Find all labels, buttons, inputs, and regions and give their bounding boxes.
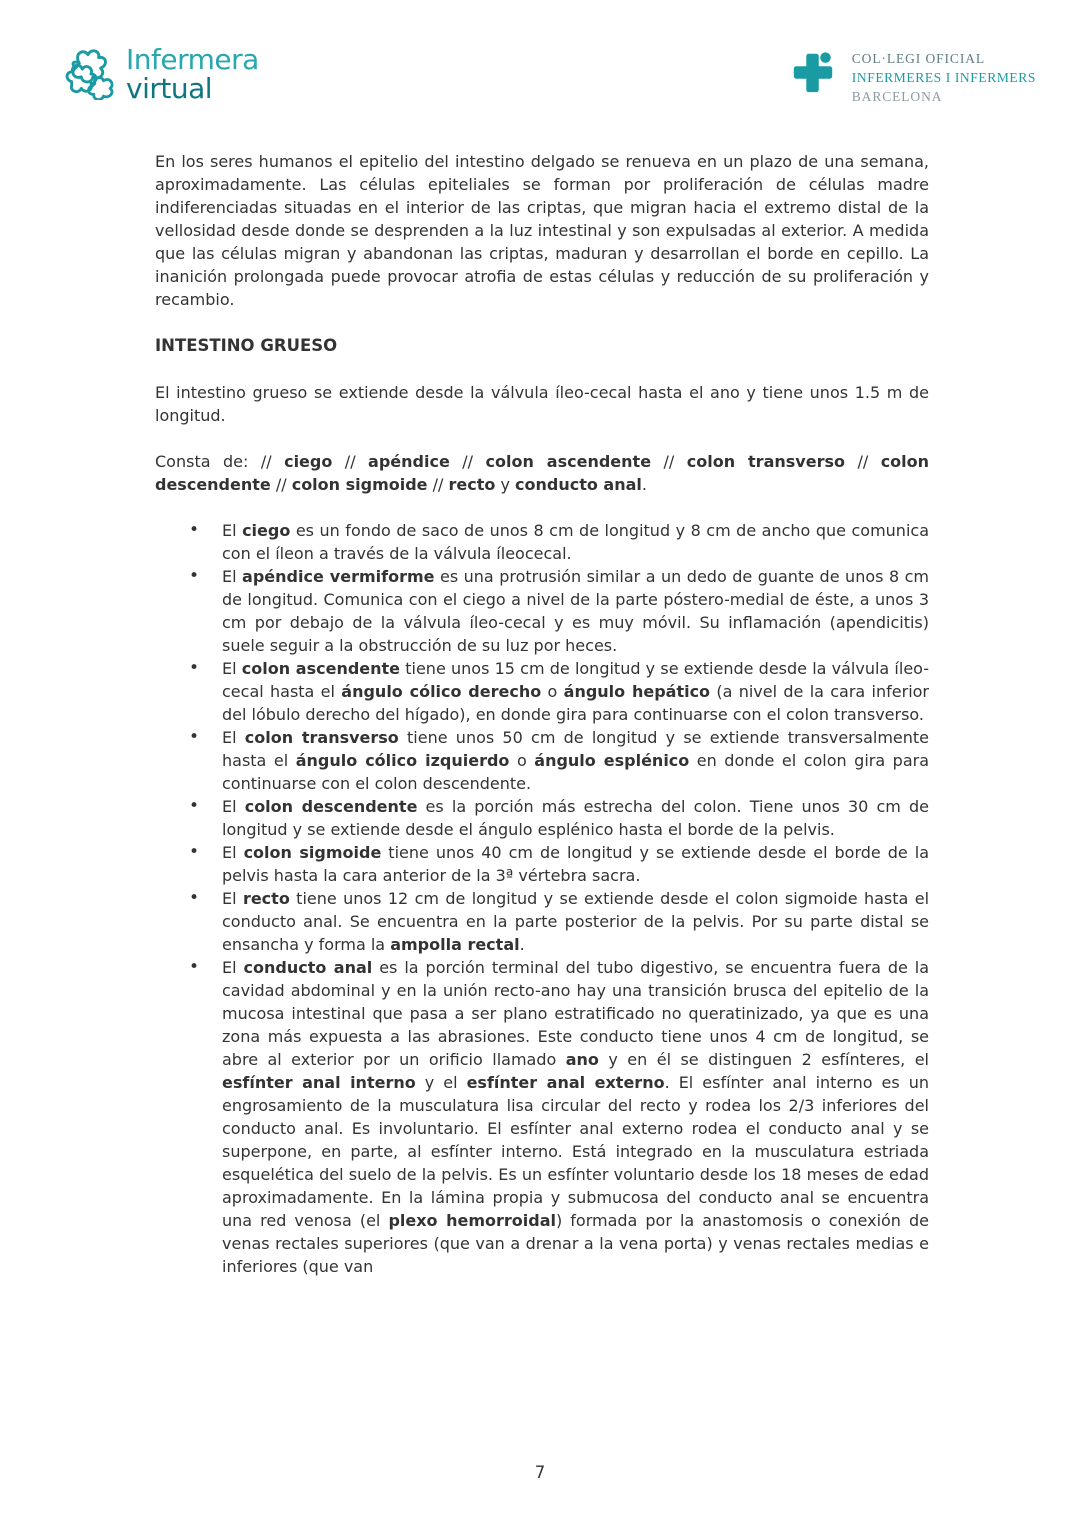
list-item — [155, 519, 929, 565]
list-item — [155, 565, 929, 657]
text-run: Consta de: // — [155, 452, 285, 471]
list-item — [155, 657, 929, 726]
collegi-line1: COL·LEGI OFICIAL — [851, 51, 986, 66]
bold-term: colon ascendente — [241, 659, 401, 678]
text-run: // — [844, 452, 881, 471]
text-run: tiene unos 40 cm de longitud y se extiende desde el borde de la pelvis hasta la cara anterior de la 3ª vértebra sacra. — [222, 843, 930, 885]
bold-term: ampolla rectal — [390, 935, 520, 954]
text-run: El — [222, 567, 243, 586]
bold-term: plexo hemorroidal — [388, 1211, 556, 1230]
text-run: y el — [415, 1073, 467, 1092]
text-run: El — [222, 521, 243, 540]
list-item — [155, 887, 929, 956]
text-run: El — [222, 728, 245, 747]
text-run: es una protrusión similar a un dedo de guante de unos 8 cm de longitud. Comunica con el ciego a nivel de la parte póstero-medial de éste, a unos 3 cm por debajo de la válvula íleo-cecal y es muy móvil. Su inflamación (apendicitis) suele seguir a la obstrucción de su luz por heces. — [222, 567, 929, 655]
text-run: . — [641, 475, 647, 494]
bold-term: ángulo cólico izquierdo — [295, 751, 510, 770]
bold-term: ángulo esplénico — [534, 751, 690, 770]
bold-term: esfínter anal externo — [466, 1073, 665, 1092]
bold-term: colon transverso — [244, 728, 399, 747]
text-run: es un fondo de saco de unos 8 cm de longitud y 8 cm de ancho que comunica con el íleon a través de la válvula íleocecal. — [222, 521, 929, 563]
text-run: en donde el colon gira para continuarse con el colon descendente. — [222, 751, 930, 793]
bold-term: ciego — [284, 452, 333, 471]
text-run: tiene unos 12 cm de longitud y se extiende desde el colon sigmoide hasta el conducto anal. Se encuentra en la parte posterior de la pelvis. Por su parte distal se ensancha y forma la — [222, 889, 930, 954]
text-run: // — [332, 452, 369, 471]
bold-term: colon sigmoide — [243, 843, 382, 862]
text-run: El — [222, 889, 243, 908]
brand-name-top: Infermera — [126, 43, 259, 77]
text-run: tiene unos 50 cm de longitud y se extiende transversalmente hasta el — [222, 728, 930, 770]
text-run: El — [222, 797, 245, 816]
list-item — [155, 841, 929, 887]
collegi-line3: BARCELONA — [851, 89, 943, 104]
text-run: El — [222, 843, 244, 862]
text-run: En los seres humanos el epitelio del intestino delgado se renueva en un plazo de una semana, aproximadamente. Las células epiteliales se forman por proliferación de células madre indiferenciadas situadas en el interior de las criptas, que migran hacia el extremo distal de la vellosidad desde donde se desprenden a la luz intestinal y son expulsadas al exterior. A medida que las células migran y abandonan las criptas, maduran y desarrollan el borde en cepillo. La inanición prolongada puede provocar atrofia de estas células y reducción de su proliferación y recambio. — [155, 152, 929, 309]
text-run: (a nivel de la cara inferior del lóbulo derecho del hígado), en donde gira para continuarse con el colon transverso. — [222, 682, 929, 724]
list-item — [155, 795, 929, 841]
page-number: 7 — [534, 1463, 546, 1482]
bold-term: ángulo cólico derecho — [341, 682, 542, 701]
bold-term: recto — [448, 475, 496, 494]
list-item — [155, 726, 929, 795]
infermera-puzzle-logo-icon — [58, 46, 120, 104]
brand-name-bottom: virtual — [126, 72, 213, 105]
bullet-list — [155, 519, 929, 1278]
collegi-line2: INFERMERES I INFERMERS — [851, 70, 1036, 85]
bold-term: recto — [242, 889, 290, 908]
page-header — [58, 43, 1036, 105]
paragraph — [155, 150, 929, 311]
text-run: o — [541, 682, 564, 701]
text-run: es la porción terminal del tubo digestivo, se encuentra fuera de la cavidad abdominal y en la unión recto-ano hay una transición brusca del epitelio de la mucosa intestinal que pasa a ser plano estratificado no queratinizado, ya que es una zona más expuesta a las abrasiones. Este conducto tiene unos 4 cm de longitud, se abre al exterior por un orificio llamado — [222, 958, 930, 1069]
bold-term: colon descendente — [244, 797, 418, 816]
cross-icon — [789, 48, 837, 100]
text-run: El — [222, 958, 244, 977]
collegi-wordmark — [852, 48, 1036, 105]
text-run: El — [222, 659, 242, 678]
bold-term: ángulo hepático — [563, 682, 711, 701]
bold-term: colon sigmoide — [291, 475, 428, 494]
bold-term: colon transverso — [686, 452, 845, 471]
brand-wordmark — [126, 43, 259, 105]
text-run: o — [509, 751, 535, 770]
text-run: // — [270, 475, 292, 494]
bold-term: colon descendente — [155, 452, 930, 494]
bold-term: colon ascendente — [485, 452, 652, 471]
text-run: y — [495, 475, 515, 494]
bold-term: conducto anal — [515, 475, 642, 494]
paragraph — [155, 450, 929, 496]
document-body — [155, 150, 929, 1301]
section-heading: INTESTINO GRUESO — [155, 336, 338, 355]
bold-term: ciego — [242, 521, 291, 540]
page-footer — [0, 1463, 1080, 1482]
text-run: ) formada por la anastomosis o conexión de venas rectales superiores (que van a drenar a la vena porta) y venas rectales medias e inferiores (que van — [222, 1211, 929, 1276]
text-run: . — [519, 935, 525, 954]
infermera-virtual-logo — [58, 43, 259, 105]
text-run: // — [651, 452, 687, 471]
collegi-oficial-logo — [789, 46, 1036, 105]
bold-term: conducto anal — [243, 958, 373, 977]
text-run: es la porción más estrecha del colon. Tiene unos 30 cm de longitud y se extiende desde el ángulo esplénico hasta el borde de la pelvis. — [222, 797, 930, 839]
bold-term: apéndice vermiforme — [242, 567, 435, 586]
text-run: // — [427, 475, 449, 494]
bold-term: apéndice — [368, 452, 450, 471]
list-item — [155, 956, 929, 1278]
paragraph — [155, 381, 929, 427]
bold-term: esfínter anal interno — [222, 1073, 416, 1092]
text-run: y en él se distinguen 2 esfínteres, el — [598, 1050, 929, 1069]
bold-term: ano — [565, 1050, 599, 1069]
text-run: // — [449, 452, 486, 471]
text-run: tiene unos 15 cm de longitud y se extiende desde la válvula íleo-cecal hasta el — [222, 659, 930, 701]
text-run: . El esfínter anal interno es un engrosamiento de la musculatura lisa circular del recto y rodea los 2/3 inferiores del conducto anal. Es involuntario. El esfínter anal externo rodea el conducto anal y se superpone, en parte, al esfínter interno. Está integrado en la musculatura estriada esquelética del suelo de la pelvis. Es un esfínter voluntario desde los 18 meses de edad aproximadamente. En la lámina propia y submucosa del conducto anal se encuentra una red venosa (el — [222, 1073, 930, 1230]
text-run: El intestino grueso se extiende desde la válvula íleo-cecal hasta el ano y tiene unos 1.5 m de longitud. — [155, 383, 929, 425]
